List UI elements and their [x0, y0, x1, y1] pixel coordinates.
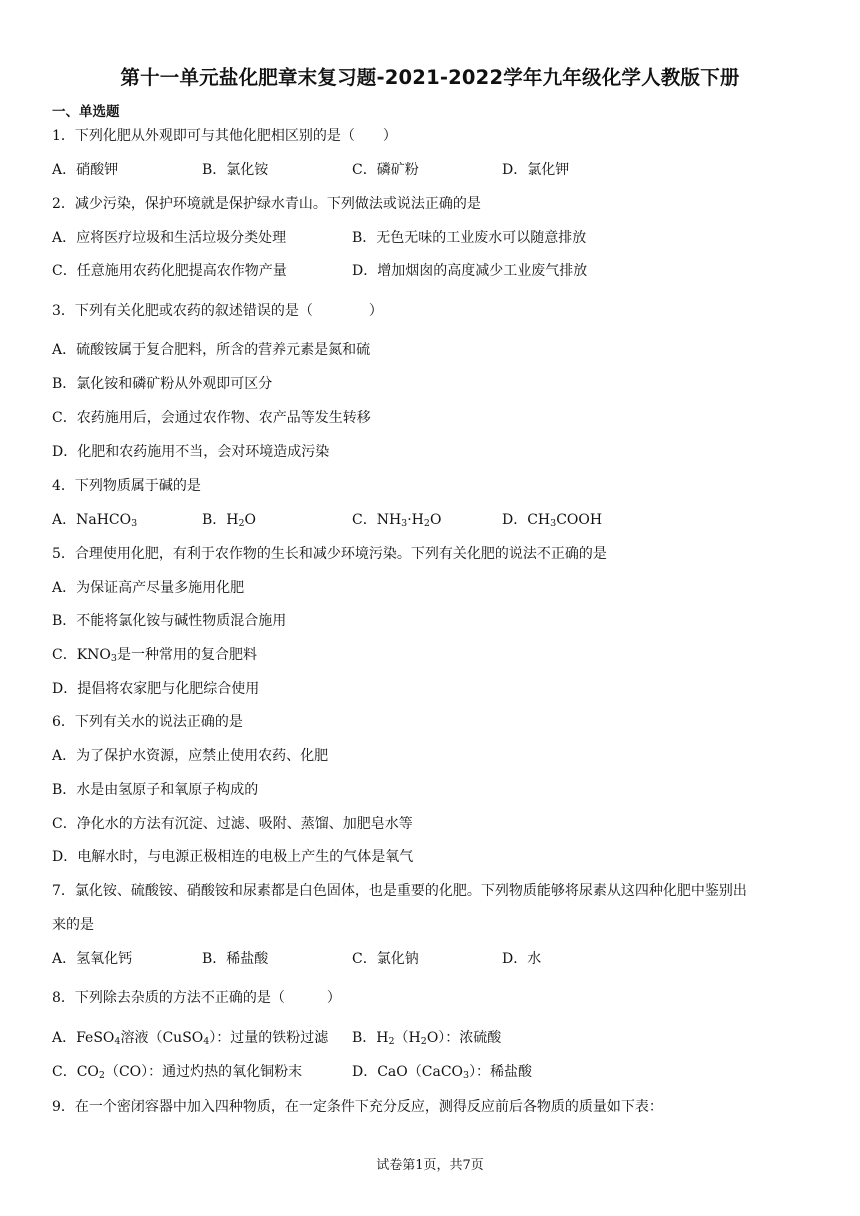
question-1-stem: 1．下列化肥从外观即可与其他化肥相区别的是（ ）	[52, 128, 397, 144]
question-3-option-a: A．硫酸铵属于复合肥料，所含的营养元素是氮和硫	[52, 342, 371, 358]
question-5-stem: 5．合理使用化肥，有利于农作物的生长和减少环境污染。下列有关化肥的说法不正确的是	[52, 546, 607, 562]
question-8-stem: 8．下列除去杂质的方法不正确的是（ ）	[52, 990, 341, 1006]
question-7-stem-line-2: 来的是	[52, 917, 94, 933]
question-5-option-c: C．$KNO_3$是一种常用的复合肥料	[52, 647, 257, 664]
question-2-stem: 2．减少污染，保护环境就是保护绿水青山。下列做法或说法正确的是	[52, 196, 481, 212]
question-6-option-d: D．电解水时，与电源正极相连的电极上产生的气体是氧气	[52, 849, 414, 865]
question-6-option-a: A．为了保护水资源，应禁止使用农药、化肥	[52, 748, 329, 764]
question-2-option-d: D．增加烟囱的高度减少工业废气排放	[352, 263, 588, 279]
section-heading: 一、单选题	[52, 104, 120, 120]
question-6-stem: 6．下列有关水的说法正确的是	[52, 714, 243, 730]
page-footer: 试卷第1页，共7页	[376, 1158, 484, 1173]
question-2-option-c: C．任意施用农药化肥提高农作物产量	[52, 263, 287, 279]
question-6-option-c: C．净化水的方法有沉淀、过滤、吸附、蒸馏、加肥皂水等	[52, 816, 413, 832]
question-7-option-d: D．水	[502, 951, 542, 967]
question-1-option-c: C．磷矿粉	[352, 162, 419, 178]
question-3-option-b: B．氯化铵和磷矿粉从外观即可区分	[52, 376, 273, 392]
question-8-option-d: D．CaO（CaCO$_3$）：稀盐酸	[352, 1064, 533, 1081]
question-8-option-c: C．$CO_2(CO)$：通过灼热的氧化铜粉末	[52, 1064, 303, 1081]
question-3-option-c: C．农药施用后，会通过农作物、农产品等发生转移	[52, 410, 371, 426]
question-7-option-c: C．氯化钠	[352, 951, 419, 967]
question-8-option-a: A．FeSO$_4$溶液（CuSO$_4$）：过量的铁粉过滤	[52, 1030, 329, 1047]
question-8-option-b: B．$H_2(H_2O)$：浓硫酸	[352, 1030, 502, 1047]
question-1-option-b: B．氯化铵	[202, 162, 269, 178]
document-title: 第十一单元盐化肥章末复习题-2021-2022学年九年级化学人教版下册	[120, 66, 740, 89]
question-5-option-a: A．为保证高产尽量多施用化肥	[52, 580, 245, 596]
question-1-option-a: A．硝酸钾	[52, 162, 119, 178]
question-3-option-d: D．化肥和农药施用不当，会对环境造成污染	[52, 444, 330, 460]
question-4-option-d: D．$CH_3COOH$	[502, 512, 603, 529]
question-4-option-a: A．NaHCO$_3$	[52, 512, 138, 529]
question-3-stem: 3．下列有关化肥或农药的叙述错误的是（ ）	[52, 303, 383, 319]
question-4-option-b: B．$H_2O$	[202, 512, 257, 529]
question-2-option-b: B．无色无味的工业废水可以随意排放	[352, 230, 587, 246]
question-2-option-a: A．应将医疗垃圾和生活垃圾分类处理	[52, 230, 287, 246]
question-9-stem: 9．在一个密闭容器中加入四种物质，在一定条件下充分反应，测得反应前后各物质的质量如下表：	[52, 1099, 663, 1115]
question-4-option-c: C．$NH_3\cdot H_2O$	[352, 512, 442, 529]
question-7-option-a: A．氢氧化钙	[52, 951, 133, 967]
question-7-option-b: B．稀盐酸	[202, 951, 269, 967]
question-5-option-d: D．提倡将农家肥与化肥综合使用	[52, 681, 260, 697]
question-7-stem-line-1: 7．氯化铵、硫酸铵、硝酸铵和尿素都是白色固体，也是重要的化肥。下列物质能够将尿素从这四种化肥中鉴别出	[52, 883, 747, 899]
question-1-option-d: D．氯化钾	[502, 162, 570, 178]
question-6-option-b: B．水是由氢原子和氧原子构成的	[52, 782, 259, 798]
question-4-stem: 4．下列物质属于碱的是	[52, 478, 201, 494]
question-5-option-b: B．不能将氯化铵与碱性物质混合施用	[52, 613, 287, 629]
